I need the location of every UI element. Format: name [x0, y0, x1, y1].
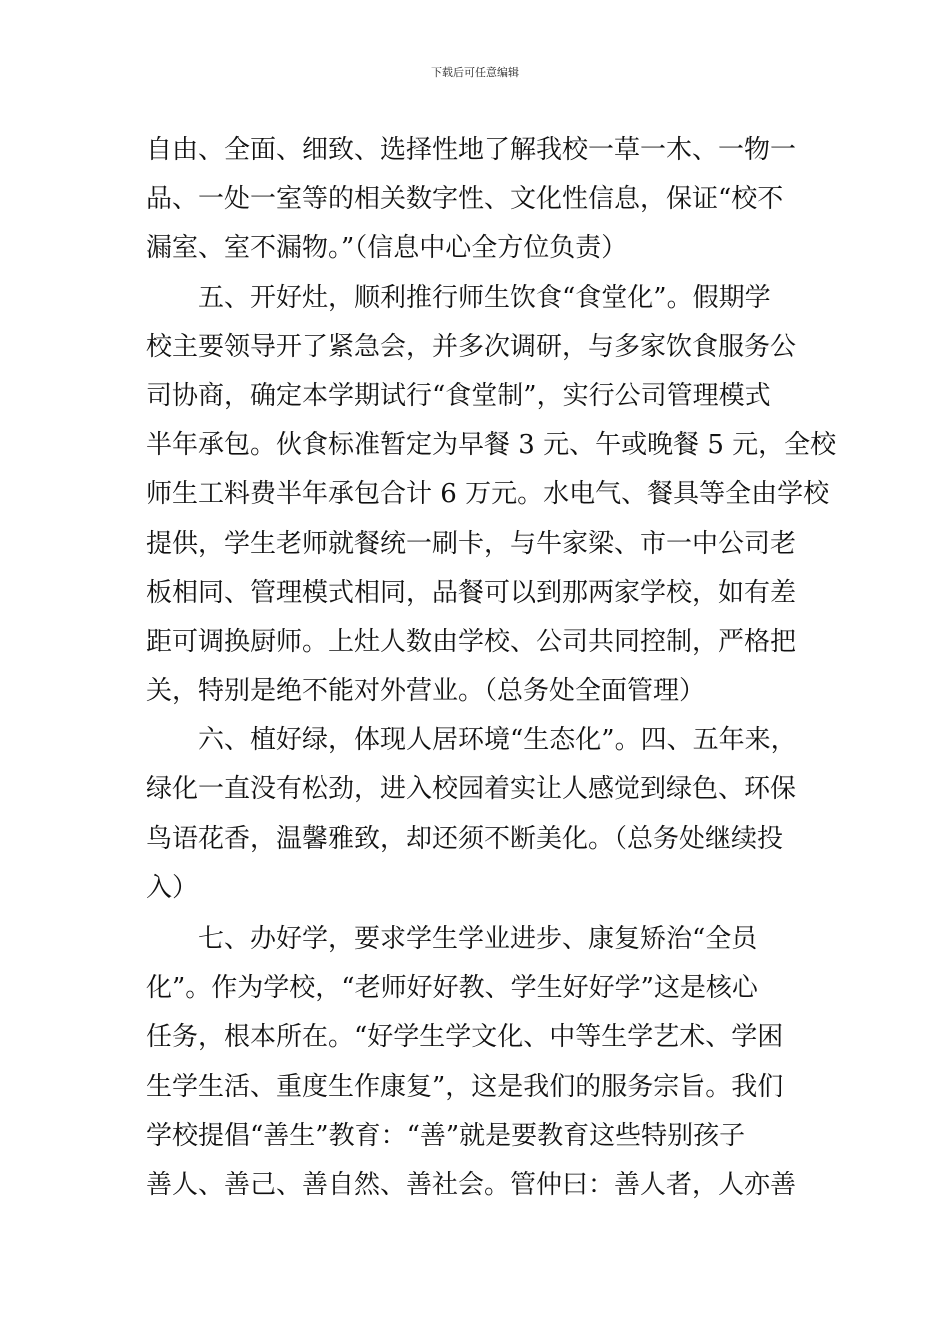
text-line: 师生工料费半年承包合计 6 万元。水电气、餐具等全由学校 [146, 479, 830, 510]
text-line: 半年承包。伙食标准暂定为早餐 3 元、午或晚餐 5 元，全校 [146, 430, 837, 461]
text-line: 善人、善己、善自然、善社会。管仲曰：善人者，人亦善 [146, 1169, 797, 1200]
text-line: 品、一处一室等的相关数字性、文化性信息，保证“校不 [146, 184, 784, 215]
paragraph [146, 915, 826, 1210]
paragraph [146, 126, 826, 274]
text-line: 绿化一直没有松劲，进入校园着实让人感觉到绿色、环保 [146, 774, 797, 805]
text-line: 关，特别是绝不能对外营业。（总务处全面管理） [146, 676, 706, 707]
text-line: 六、植好绿，体现人居环境“生态化”。四、五年来， [198, 725, 797, 756]
text-line: 校主要领导开了紧急会，并多次调研，与多家饮食服务公 [146, 331, 797, 362]
document-body [146, 126, 837, 1210]
text-line: 自由、全面、细致、选择性地了解我校一草一木、一物一 [146, 135, 797, 165]
paragraph [146, 274, 837, 717]
paragraph [146, 716, 826, 913]
text-line: 化”。作为学校，“老师好好教、学生好好学”这是核心 [146, 973, 758, 1004]
text-line: 任务，根本所在。“好学生学文化、中等生学艺术、学困 [146, 1022, 784, 1053]
text-line: 司协商，确定本学期试行“食堂制”，实行公司管理模式 [146, 380, 771, 411]
text-line: 提供，学生老师就餐统一刷卡，与牛家梁、市一中公司老 [146, 528, 797, 559]
text-line: 板相同、管理模式相同，品餐可以到那两家学校，如有差 [146, 577, 797, 608]
text-line: 鸟语花香，温馨雅致，却还须不断美化。（总务处继续投 [146, 823, 784, 854]
text-line: 七、办好学，要求学生学业进步、康复矫治“全员 [198, 924, 758, 954]
page-header-note: 下载后可任意编辑 [431, 66, 519, 79]
text-line: 五、开好灶，顺利推行师生饮食“食堂化”。假期学 [198, 282, 771, 313]
text-line: 漏室、室不漏物。”（信息中心全方位负责） [146, 233, 628, 264]
text-line: 学校提倡“善生”教育：“善”就是要教育这些特别孩子 [146, 1120, 746, 1151]
text-line: 生学生活、重度生作康复”，这是我们的服务宗旨。我们 [146, 1071, 784, 1102]
text-line: 入） [146, 872, 199, 903]
text-line: 距可调换厨师。上灶人数由学校、公司共同控制，严格把 [146, 626, 797, 657]
